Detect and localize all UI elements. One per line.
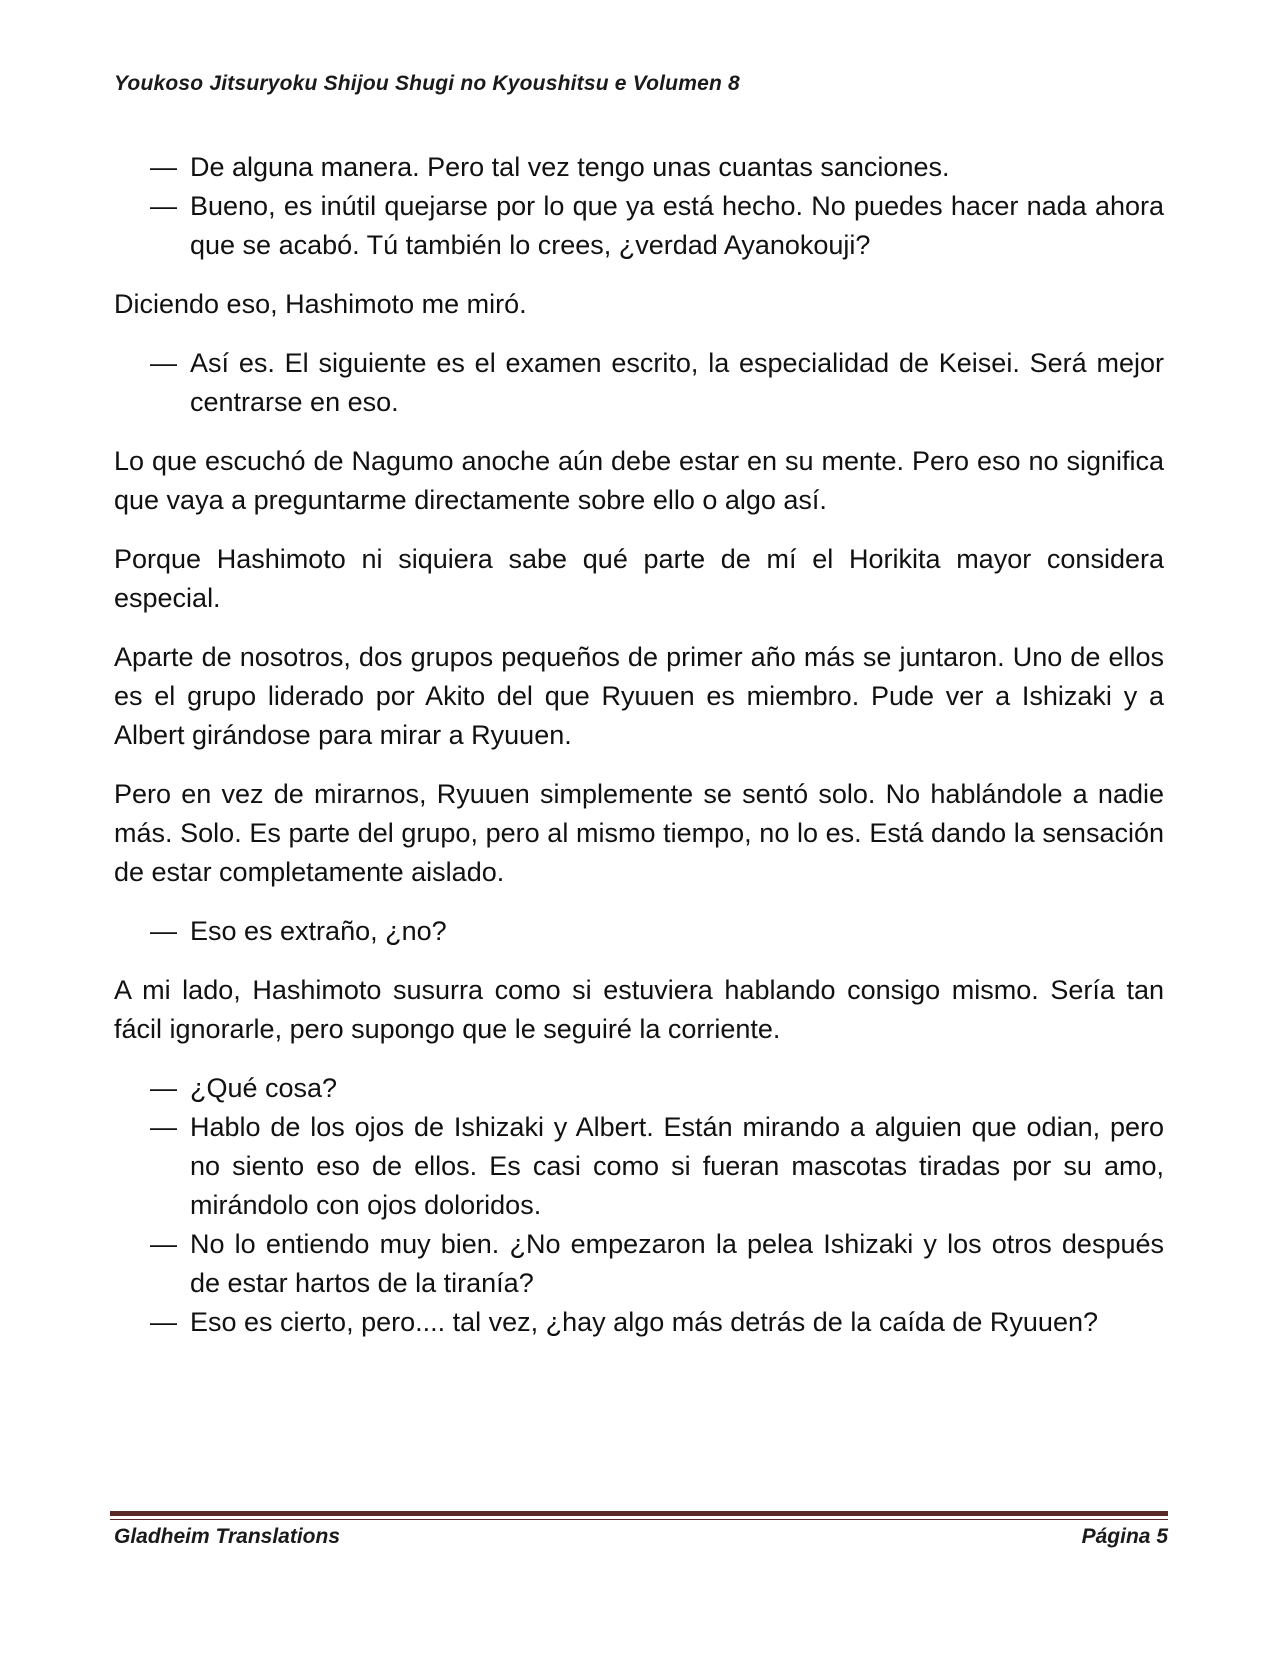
dialogue-dash: — <box>150 1112 177 1142</box>
dialogue-dash: — <box>150 348 177 378</box>
dialogue-line <box>114 1108 1164 1225</box>
dialogue-line <box>114 344 1164 422</box>
dialogue-text: Eso es extraño, ¿no? <box>190 916 447 946</box>
dialogue-dash: — <box>150 152 177 182</box>
dialogue-text: Hablo de los ojos de Ishizaki y Albert. Están mirando a alguien que odian, pero no siento eso de ellos. Es casi como si fueran mascotas tiradas por su amo, mirándolo con ojos doloridos. <box>190 1112 1164 1220</box>
dialogue-dash: — <box>150 191 177 221</box>
paragraph: Porque Hashimoto ni siquiera sabe qué parte de mí el Horikita mayor considera especial. <box>114 544 1164 613</box>
running-header: Youkoso Jitsuryoku Shijou Shugi no Kyoushitsu e Volumen 8 <box>114 72 740 95</box>
dialogue-dash: — <box>150 916 177 946</box>
page-number: Página 5 <box>1081 1525 1168 1548</box>
dialogue-text: ¿Qué cosa? <box>190 1073 338 1103</box>
footer-divider <box>110 1511 1168 1516</box>
dialogue-text: No lo entiendo muy bien. ¿No empezaron la pelea Ishizaki y los otros después de estar hartos de la tiranía? <box>190 1229 1164 1298</box>
dialogue-text: De alguna manera. Pero tal vez tengo unas cuantas sanciones. <box>190 152 950 182</box>
footer-divider-thin <box>110 1519 1168 1520</box>
dialogue-line <box>114 1303 1164 1342</box>
dialogue-line <box>114 148 1164 187</box>
dialogue-line <box>114 187 1164 265</box>
dialogue-group <box>114 1069 1164 1342</box>
page-body <box>114 148 1164 1362</box>
dialogue-text: Eso es cierto, pero.... tal vez, ¿hay algo más detrás de la caída de Ryuuen? <box>190 1307 1098 1337</box>
dialogue-line <box>114 1225 1164 1303</box>
dialogue-dash: — <box>150 1073 177 1103</box>
paragraph: Pero en vez de mirarnos, Ryuuen simplemente se sentó solo. No hablándole a nadie más. Solo. Es parte del grupo, pero al mismo tiempo, no lo es. Está dando la sensación de estar completamente aislado. <box>114 779 1164 887</box>
paragraph: A mi lado, Hashimoto susurra como si estuviera hablando consigo mismo. Sería tan fácil ignorarle, pero supongo que le seguiré la corriente. <box>114 975 1164 1044</box>
paragraph: Lo que escuchó de Nagumo anoche aún debe estar en su mente. Pero eso no significa que vaya a preguntarme directamente sobre ello o algo así. <box>114 446 1164 515</box>
paragraph: Diciendo eso, Hashimoto me miró. <box>114 289 527 319</box>
dialogue-dash: — <box>150 1229 177 1259</box>
dialogue-dash: — <box>150 1307 177 1337</box>
footer-credit: Gladheim Translations <box>114 1525 341 1548</box>
dialogue-group <box>114 344 1164 422</box>
paragraph: Aparte de nosotros, dos grupos pequeños de primer año más se juntaron. Uno de ellos es el grupo liderado por Akito del que Ryuuen es miembro. Pude ver a Ishizaki y a Albert girándose para mirar a Ryuuen. <box>114 642 1164 750</box>
dialogue-text: Así es. El siguiente es el examen escrito, la especialidad de Keisei. Será mejor centrarse en eso. <box>190 348 1164 417</box>
dialogue-line <box>114 912 1164 951</box>
dialogue-group <box>114 912 1164 951</box>
dialogue-group <box>114 148 1164 265</box>
dialogue-line <box>114 1069 1164 1108</box>
dialogue-text: Bueno, es inútil quejarse por lo que ya está hecho. No puedes hacer nada ahora que se acabó. Tú también lo crees, ¿verdad Ayanokouji? <box>190 191 1164 260</box>
